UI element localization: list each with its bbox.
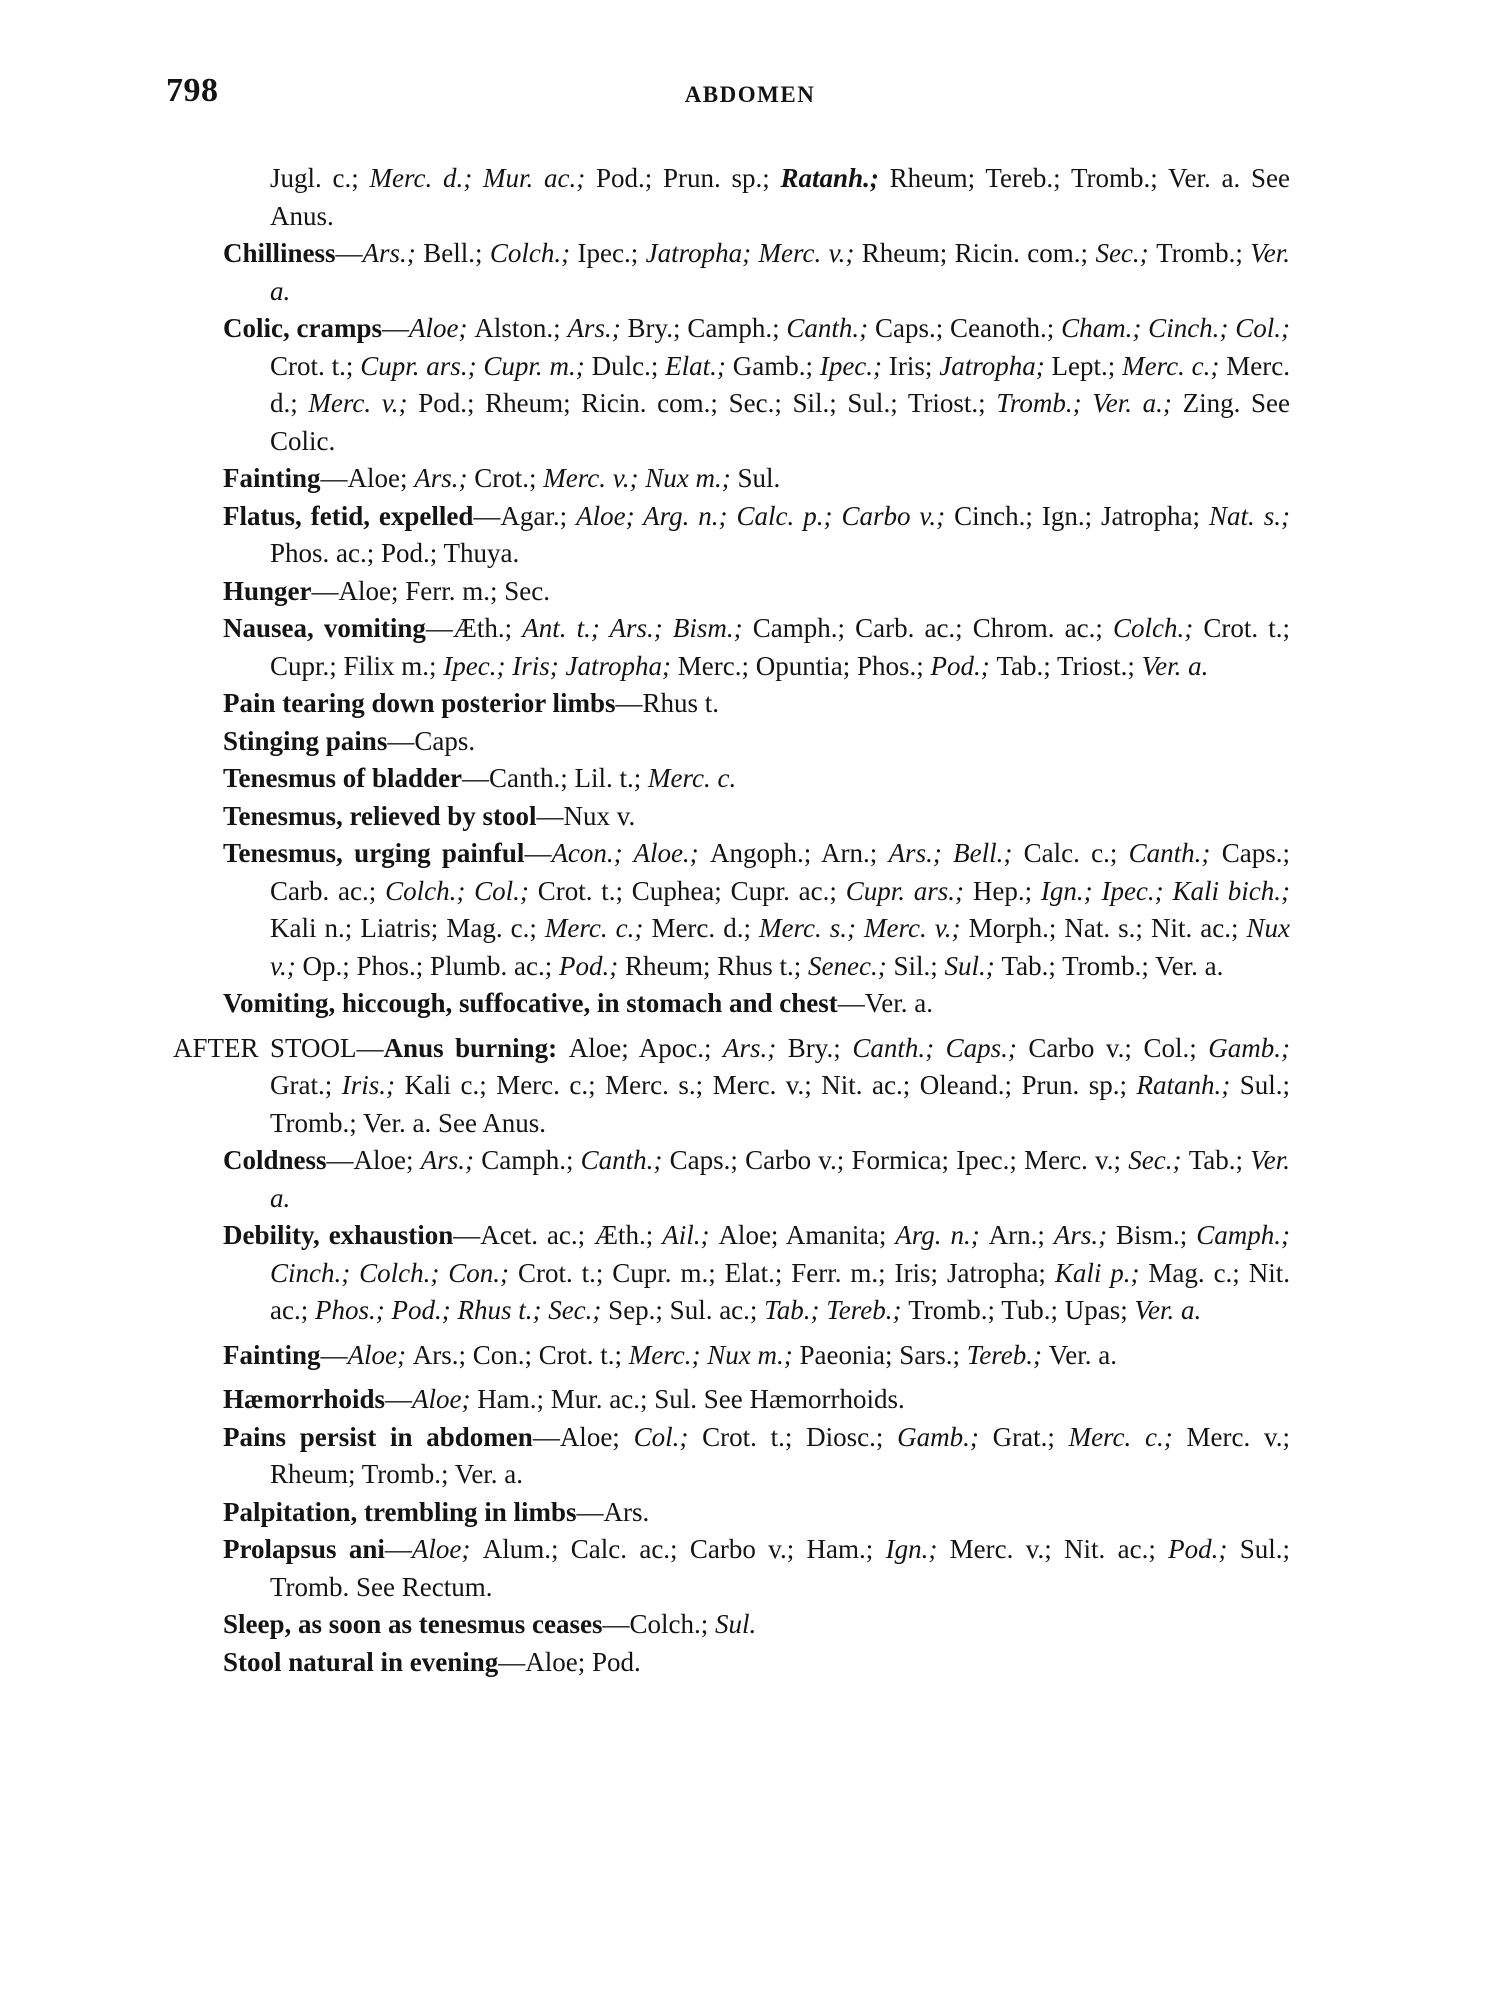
rubric-heading: Prolapsus ani <box>223 1534 385 1564</box>
remedy-text: Phos.; Pod.; Rhus t.; Sec.; <box>314 1295 609 1325</box>
repertory-entry <box>223 310 1290 460</box>
remedy-text: Ars.; <box>723 1032 788 1063</box>
remedy-text: Aloe; <box>347 1339 413 1370</box>
entry-list <box>0 160 1500 1681</box>
remedy-text: Sep.; Sul. ac.; <box>608 1295 765 1325</box>
remedy-text: Bry.; <box>787 1032 853 1063</box>
remedy-text: Tab.; <box>1188 1145 1251 1175</box>
repertory-entry <box>223 1142 1290 1217</box>
remedy-text: —Ver. a. <box>837 988 934 1018</box>
remedy-text: Grat.; <box>270 1070 342 1100</box>
remedy-text: Tereb.; <box>966 1339 1049 1370</box>
repertory-entry <box>223 985 1290 1023</box>
remedy-text: Kali p.; <box>1054 1257 1149 1288</box>
remedy-text: —Aloe; Pod. <box>498 1646 641 1677</box>
remedy-text: Tromb.; <box>1156 238 1251 268</box>
remedy-text: Lept.; <box>1051 350 1123 381</box>
remedy-text: Kali c.; Merc. c.; Merc. s.; Merc. v.; Nit. ac.; Oleand.; Prun. sp.; <box>404 1070 1137 1100</box>
remedy-text: —Æth.; <box>425 613 523 643</box>
rubric-heading: Vomiting, hiccough, suffocative, in stomach and chest <box>223 988 838 1018</box>
rubric-heading: Stinging pains <box>223 725 388 756</box>
remedy-text: Senec.; <box>808 950 894 981</box>
remedy-text: Canth.; <box>580 1145 670 1175</box>
remedy-text: —Ars. <box>576 1496 650 1527</box>
remedy-text: —Aloe; <box>326 1145 421 1175</box>
repertory-entry <box>223 835 1291 985</box>
remedy-text: Aloe; <box>409 313 475 343</box>
remedy-text: Morph.; Nat. s.; Nit. ac.; <box>968 913 1247 943</box>
entry-gap <box>0 1374 1500 1381</box>
entry-gap <box>0 1023 1500 1030</box>
remedy-text: Pod.; <box>930 650 997 681</box>
repertory-entry <box>223 798 1290 836</box>
remedy-text: Tab.; Tereb.; <box>764 1295 909 1325</box>
remedy-text: Canth.; Caps.; <box>852 1032 1029 1063</box>
remedy-text: Tromb.; Tub.; Upas; <box>908 1295 1135 1325</box>
remedy-text: Cinch.; Ign.; Jatropha; <box>954 500 1209 531</box>
remedy-text: Ail.; <box>662 1220 719 1250</box>
remedy-text: Aloe; Arg. n.; Calc. p.; Carbo v.; <box>576 500 955 531</box>
remedy-text: Sec.; <box>1095 238 1157 268</box>
page-number: 798 <box>166 72 219 109</box>
remedy-text: — <box>382 313 410 343</box>
rubric-heading: Pains persist in abdomen <box>223 1421 533 1452</box>
remedy-text: Canth.; <box>786 313 875 343</box>
repertory-entry <box>223 1419 1290 1494</box>
remedy-text: Tab.; Triost.; <box>996 650 1142 681</box>
remedy-text: Arg. n.; <box>895 1220 989 1250</box>
remedy-text: Mag. c.; Nit. ac.; <box>270 1257 1290 1325</box>
repertory-entry <box>223 460 1290 498</box>
repertory-entry <box>223 1531 1290 1606</box>
rubric-heading: Flatus, fetid, expelled <box>223 500 474 531</box>
remedy-text: Caps.; Carb. ac.; <box>270 838 1290 906</box>
remedy-text: Merc. c.; <box>1122 350 1227 381</box>
remedy-text: Jatropha; Merc. v.; <box>645 238 862 268</box>
repertory-entry <box>223 1644 1290 1682</box>
rubric-heading: Anus burning: <box>383 1032 569 1063</box>
remedy-text: Iris.; <box>341 1070 405 1100</box>
remedy-text: Crot.; <box>474 463 544 493</box>
remedy-text: Aloe; Apoc.; <box>568 1032 724 1063</box>
remedy-text: —Agar.; <box>473 500 577 531</box>
remedy-text: Ver. a. <box>1134 1295 1202 1325</box>
remedy-text: Tab.; Tromb.; Ver. a. <box>1001 950 1224 981</box>
remedy-text: Ars.; <box>567 313 628 343</box>
remedy-text: Merc. v.; <box>308 388 419 418</box>
remedy-text: Nux v.; <box>270 913 1290 981</box>
remedy-text: Phos. ac.; Pod.; Thuya. <box>270 538 520 568</box>
rubric-heading: Stool natural in evening <box>223 1646 499 1677</box>
remedy-text: Camph.; Cinch.; Colch.; Con.; <box>270 1220 1290 1288</box>
remedy-text: Merc. v.; Nit. ac.; <box>949 1534 1169 1564</box>
remedy-text: Rheum; Ricin. com.; <box>861 238 1096 268</box>
remedy-text: Iris; <box>888 350 940 381</box>
remedy-text: Merc. d.; Mur. ac.; <box>369 163 596 193</box>
rubric-heading: Pain tearing down posterior limbs <box>223 688 616 718</box>
remedy-text: Ham.; Mur. ac.; Sul. See Hæmorrhoids. <box>477 1384 905 1414</box>
remedy-text: Merc. c.; <box>1068 1421 1187 1452</box>
remedy-text: Op.; Phos.; Plumb. ac.; <box>302 950 559 981</box>
rubric-heading: Tenesmus, relieved by stool <box>223 800 537 831</box>
remedy-text: Cham.; Cinch.; Col.; <box>1061 313 1290 343</box>
rubric-heading: Nausea, vomiting <box>223 613 426 643</box>
repertory-entry <box>223 1381 1290 1419</box>
remedy-text: Alum.; Calc. ac.; Carbo v.; Ham.; <box>482 1534 886 1564</box>
remedy-text: Ratanh.; <box>780 163 890 193</box>
remedy-text: Ign.; Ipec.; Kali bich.; <box>1040 875 1291 906</box>
remedy-text: Sul.; <box>944 950 1002 981</box>
remedy-text: Crot. t.; Cupr. m.; Elat.; Ferr. m.; Iris; Jatropha; <box>517 1257 1055 1288</box>
remedy-text: Merc. v.; Rheum; Tromb.; Ver. a. <box>270 1421 1290 1489</box>
remedy-text: Nat. s.; <box>1209 500 1290 531</box>
remedy-text: Grat.; <box>992 1421 1069 1452</box>
remedy-text: Colch.; Col.; <box>385 875 538 906</box>
repertory-entry <box>223 610 1290 685</box>
remedy-text: Jugl. c.; <box>270 163 370 193</box>
remedy-text: Tromb.; Ver. a.; <box>996 388 1183 418</box>
remedy-text: Ign.; <box>885 1534 950 1564</box>
remedy-text: Merc. c. <box>648 763 737 793</box>
remedy-text: —Aloe; <box>532 1421 634 1452</box>
remedy-text: Aloe; Amanita; <box>718 1220 896 1250</box>
repertory-entry <box>223 760 1290 798</box>
remedy-text: Sil.; <box>893 950 945 981</box>
repertory-body <box>0 160 1500 1681</box>
remedy-text: Sul. <box>737 463 781 493</box>
remedy-text: Rheum; Tereb.; Tromb.; Ver. a. See Anus. <box>270 163 1290 231</box>
repertory-entry <box>223 235 1291 310</box>
rubric-heading: Coldness <box>223 1145 327 1175</box>
remedy-text: Sul.; Tromb. See Rectum. <box>270 1534 1290 1602</box>
rubric-heading: Debility, exhaustion <box>223 1220 454 1250</box>
remedy-text: Ars.; <box>414 463 475 493</box>
remedy-text: Hep.; <box>972 875 1041 906</box>
remedy-text: Crot. t.; <box>270 350 361 381</box>
remedy-text: Camph.; Carb. ac.; Chrom. ac.; <box>752 613 1114 643</box>
repertory-entry <box>223 498 1290 573</box>
remedy-text: Ars.; Con.; Crot. t.; <box>412 1339 629 1370</box>
remedy-text: Ars.; Bell.; <box>888 838 1024 868</box>
repertory-entry <box>223 1494 1290 1532</box>
remedy-text: Ver. a. <box>1141 650 1209 681</box>
rubric-heading: Tenesmus, urging painful <box>223 838 525 868</box>
remedy-text: Ars.; <box>420 1145 482 1175</box>
rubric-heading: Tenesmus of bladder <box>223 763 463 793</box>
remedy-text: Pod.; Prun. sp.; <box>595 163 781 193</box>
remedy-text: Cupr. ars.; <box>845 875 973 906</box>
remedy-text: Crot. t.; Cupr.; Filix m.; <box>270 613 1290 681</box>
remedy-text: Rheum; Rhus t.; <box>624 950 808 981</box>
remedy-text: —Canth.; Lil. t.; <box>462 763 649 793</box>
remedy-text: Pod.; <box>1168 1534 1240 1564</box>
remedy-text: — <box>385 1384 412 1414</box>
remedy-text: Elat.; <box>665 350 733 381</box>
remedy-text: Ver. a. <box>270 1145 1290 1213</box>
remedy-text: —Nux v. <box>536 800 636 831</box>
repertory-entry <box>223 723 1290 761</box>
remedy-text: —Caps. <box>387 725 476 756</box>
remedy-text: —Colch.; <box>602 1609 716 1639</box>
remedy-text: Merc. s.; Merc. v.; <box>759 913 969 943</box>
remedy-text: Col.; <box>633 1421 703 1452</box>
repertory-entry <box>223 573 1290 611</box>
remedy-text: Ars.; <box>362 238 424 268</box>
remedy-text: Crot. t.; Diosc.; <box>702 1421 898 1452</box>
remedy-text: —Rhus t. <box>615 688 720 718</box>
remedy-text: —Aloe; Ferr. m.; Sec. <box>311 575 550 606</box>
remedy-text: Alston.; <box>474 313 568 343</box>
remedy-text: Bism.; <box>1116 1220 1197 1250</box>
repertory-entry <box>223 685 1290 723</box>
remedy-text: Bell.; <box>423 238 490 268</box>
remedy-text: — <box>320 1339 348 1370</box>
remedy-text: AFTER STOOL— <box>173 1032 384 1063</box>
remedy-text: Colch.; <box>1113 613 1204 643</box>
remedy-text: Calc. c.; <box>1023 838 1129 868</box>
remedy-text: Carbo v.; Col.; <box>1028 1032 1209 1063</box>
remedy-text: Sec.; <box>1128 1145 1189 1175</box>
remedy-text: Pod.; <box>559 950 625 981</box>
remedy-text: Merc. d.; <box>270 350 1290 418</box>
remedy-text: Canth.; <box>1128 838 1222 868</box>
remedy-text: Ant. t.; Ars.; Bism.; <box>522 613 753 643</box>
remedy-text: Crot. t.; Cuphea; Cupr. ac.; <box>537 875 846 906</box>
remedy-text: Cupr. ars.; Cupr. m.; <box>360 350 592 381</box>
remedy-text: Ratanh.; <box>1136 1070 1240 1100</box>
remedy-text: Bry.; Camph.; <box>627 313 787 343</box>
remedy-text: Ipec.; Iris; Jatropha; <box>443 650 678 681</box>
remedy-text: —Acet. ac.; Æth.; <box>453 1220 663 1250</box>
remedy-text: Ipec.; <box>819 350 889 381</box>
remedy-text: Merc. v.; Nux m.; <box>543 463 738 493</box>
rubric-heading: Hæmorrhoids <box>223 1384 385 1414</box>
remedy-text: Paeonia; Sars.; <box>799 1339 967 1370</box>
remedy-text: Gamb.; <box>1208 1032 1290 1063</box>
repertory-entry <box>173 1030 1290 1143</box>
running-head: ABDOMEN <box>684 82 816 107</box>
remedy-text: Aloe; <box>411 1534 483 1564</box>
remedy-text: —Aloe; <box>320 463 415 493</box>
remedy-text: Zing. See Colic. <box>270 388 1290 456</box>
rubric-heading: Colic, cramps <box>223 313 383 343</box>
remedy-text: Ars.; <box>1053 1220 1117 1250</box>
remedy-text: Colch.; <box>489 238 578 268</box>
repertory-entry <box>223 1337 1290 1375</box>
remedy-text: Camph.; <box>481 1145 581 1175</box>
remedy-text: Merc.; Opuntia; Phos.; <box>677 650 931 681</box>
remedy-text: Arn.; <box>988 1220 1054 1250</box>
remedy-text: Caps.; Ceanoth.; <box>874 313 1062 343</box>
rubric-heading: Sleep, as soon as tenesmus ceases <box>223 1609 603 1639</box>
remedy-text: Kali n.; Liatris; Mag. c.; <box>270 913 545 943</box>
remedy-text: Gamb.; <box>732 350 820 381</box>
rubric-heading: Chilliness <box>223 238 336 268</box>
remedy-text: Sul. <box>715 1609 757 1639</box>
remedy-text: Aloe; <box>412 1384 478 1414</box>
remedy-text: Caps.; Carbo v.; Formica; Ipec.; Merc. v.; <box>669 1145 1129 1175</box>
remedy-text: Gamb.; <box>897 1421 993 1452</box>
remedy-text: — <box>384 1534 412 1564</box>
entry-gap <box>0 1330 1500 1337</box>
remedy-text: Acon.; Aloe.; <box>551 838 710 868</box>
repertory-entry <box>223 1606 1290 1644</box>
remedy-text: Merc.; Nux m.; <box>628 1339 800 1370</box>
remedy-text: Dulc.; <box>591 350 666 381</box>
remedy-text: Ver. a. <box>270 238 1291 306</box>
rubric-heading: Fainting <box>223 463 321 493</box>
remedy-text: Ver. a. <box>1048 1339 1117 1370</box>
entry-continuation <box>270 160 1290 235</box>
rubric-heading: Hunger <box>223 575 312 606</box>
remedy-text: Angoph.; Arn.; <box>709 838 889 868</box>
remedy-text: Jatropha; <box>939 350 1052 381</box>
remedy-text: Pod.; Rheum; Ricin. com.; Sec.; Sil.; Sul.; Triost.; <box>418 388 997 418</box>
rubric-heading: Palpitation, trembling in limbs <box>223 1496 577 1527</box>
remedy-text: — <box>335 238 363 268</box>
remedy-text: Ipec.; <box>577 238 646 268</box>
rubric-heading: Fainting <box>223 1339 321 1370</box>
remedy-text: — <box>524 838 552 868</box>
remedy-text: Sul.; Tromb.; Ver. a. See Anus. <box>270 1070 1290 1138</box>
remedy-text: Merc. d.; <box>651 913 759 943</box>
repertory-entry <box>223 1217 1290 1330</box>
remedy-text: Merc. c.; <box>544 913 652 943</box>
